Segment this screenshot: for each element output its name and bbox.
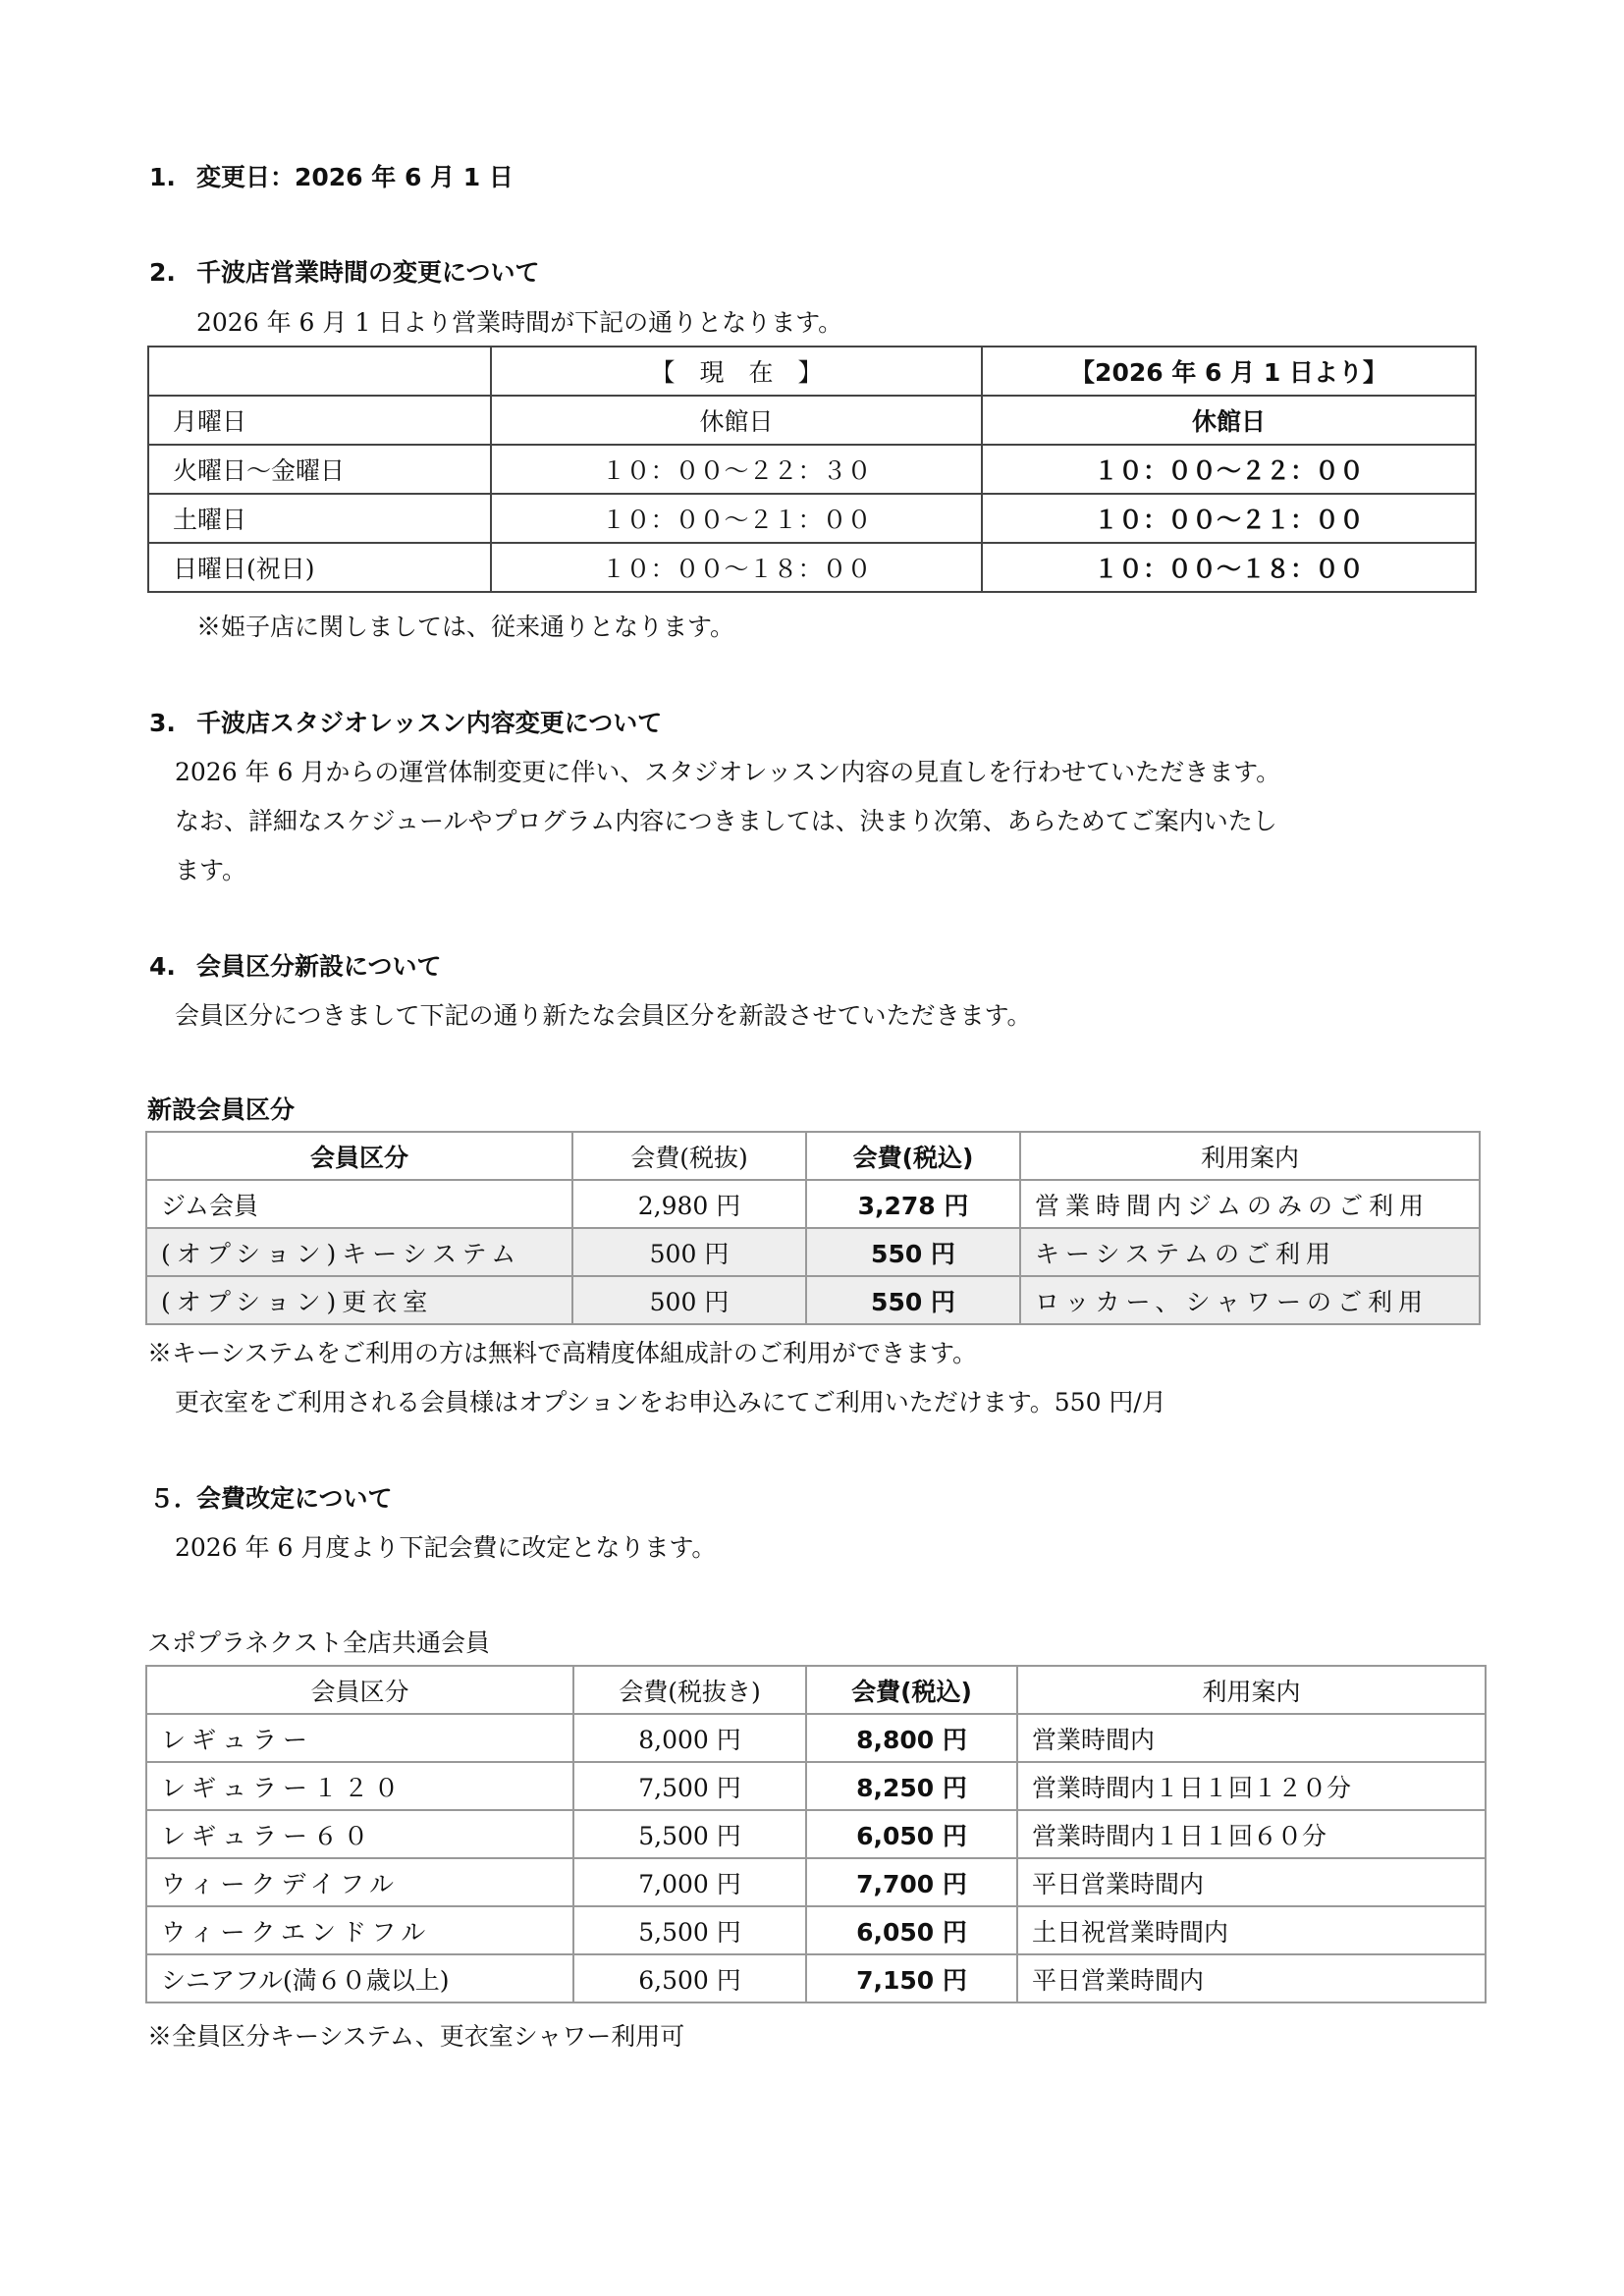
section-3-line: 2026 年 6 月からの運営体制変更に伴い、スタジオレッスン内容の見直しを行わせていただきます。 (175, 758, 1281, 786)
table-header-row (148, 347, 1476, 396)
fee-incl-tax-cell: 3,278 円 (806, 1180, 1020, 1228)
new-hours-cell: １０：００～１８：００ (982, 543, 1476, 592)
section-number: ５． (149, 1484, 199, 1513)
fee-excl-tax-cell: 7,000 円 (573, 1858, 806, 1906)
new-hours-cell: 休館日 (982, 396, 1476, 445)
membership-type-cell: レギュラー６０ (146, 1810, 573, 1858)
fee-incl-tax-cell: 8,250 円 (806, 1762, 1017, 1810)
section-4-heading (149, 952, 442, 982)
table-row (146, 1762, 1486, 1810)
table-row (148, 445, 1476, 494)
section-3-heading (149, 709, 662, 738)
fee-incl-tax-cell: 8,800 円 (806, 1714, 1017, 1762)
usage-info-cell: ロッカー、シャワーのご利用 (1020, 1276, 1480, 1324)
usage-info-cell: 営業時間内１日１回６０分 (1017, 1810, 1486, 1858)
membership-type-cell: ジム会員 (146, 1180, 572, 1228)
header-cell-current: 【 現 在 】 (491, 347, 982, 396)
membership-type-cell: ウィークエンドフル (146, 1906, 573, 1954)
header-cell (148, 347, 491, 396)
table-row (146, 1954, 1486, 2002)
fee-incl-tax-cell: 6,050 円 (806, 1906, 1017, 1954)
table-row (146, 1906, 1486, 1954)
table-row (146, 1228, 1480, 1276)
header-cell: 利用案内 (1017, 1666, 1486, 1714)
table-row (146, 1858, 1486, 1906)
table-row (146, 1810, 1486, 1858)
header-cell: 会費(税抜) (572, 1132, 806, 1180)
table-header-row (146, 1132, 1480, 1180)
day-cell: 土曜日 (148, 494, 491, 543)
new-membership-table-title: 新設会員区分 (147, 1095, 296, 1124)
section-4-note: ※キーシステムをご利用の方は無料で高精度体組成計のご利用ができます。 (147, 1339, 978, 1367)
section-4-intro: 会員区分につきまして下記の通り新たな会員区分を新設させていただきます。 (175, 1001, 1032, 1030)
fee-excl-tax-cell: 500 円 (572, 1228, 806, 1276)
usage-info-cell: 平日営業時間内 (1017, 1858, 1486, 1906)
fee-excl-tax-cell: 500 円 (572, 1276, 806, 1324)
fee-excl-tax-cell: 5,500 円 (573, 1810, 806, 1858)
day-cell: 日曜日(祝日) (148, 543, 491, 592)
section-3-line: なお、詳細なスケジュールやプログラム内容につきましては、決まり次第、あらためてご案内いたし (175, 807, 1277, 835)
section-4-note: 更衣室をご利用される会員様はオプションをお申込みにてご利用いただけます。550 円/月 (175, 1388, 1166, 1416)
usage-info-cell: 営業時間内 (1017, 1714, 1486, 1762)
header-cell: 会費(税込) (806, 1132, 1020, 1180)
current-hours-cell: 休館日 (491, 396, 982, 445)
table-row (148, 494, 1476, 543)
usage-info-cell: 営業時間内ジムのみのご利用 (1020, 1180, 1480, 1228)
fee-excl-tax-cell: 7,500 円 (573, 1762, 806, 1810)
header-cell: 会員区分 (146, 1132, 572, 1180)
section-5-intro: 2026 年 6 月度より下記会費に改定となります。 (175, 1533, 717, 1562)
section-number: 3. (149, 709, 176, 737)
section-5-note: ※全員区分キーシステム、更衣室シャワー利用可 (147, 2022, 685, 2051)
header-cell: 会員区分 (146, 1666, 573, 1714)
fee-incl-tax-cell: 6,050 円 (806, 1810, 1017, 1858)
section-3-line: ます。 (175, 856, 247, 884)
header-cell: 会費(税込) (806, 1666, 1017, 1714)
membership-type-cell: (オプション)更衣室 (146, 1276, 572, 1324)
section-title: 会員区分新設について (196, 952, 442, 981)
fee-excl-tax-cell: 6,500 円 (573, 1954, 806, 2002)
common-membership-table-title: スポプラネクスト全店共通会員 (147, 1629, 491, 1657)
header-cell: 会費(税抜き) (573, 1666, 806, 1714)
table-row (148, 396, 1476, 445)
section-number: 2. (149, 258, 176, 287)
usage-info-cell: 平日営業時間内 (1017, 1954, 1486, 2002)
table-header-row (146, 1666, 1486, 1714)
membership-type-cell: レギュラー１２０ (146, 1762, 573, 1810)
fee-incl-tax-cell: 7,150 円 (806, 1954, 1017, 2002)
header-cell-new: 【2026 年 6 月 1 日より】 (982, 347, 1476, 396)
membership-type-cell: ウィークデイフル (146, 1858, 573, 1906)
current-hours-cell: １０：００～１８：００ (491, 543, 982, 592)
section-2-note: ※姫子店に関しましては、従来通りとなります。 (196, 613, 735, 641)
table-row (146, 1276, 1480, 1324)
usage-info-cell: 営業時間内１日１回１２０分 (1017, 1762, 1486, 1810)
fee-incl-tax-cell: 550 円 (806, 1228, 1020, 1276)
section-number: 1. (149, 163, 176, 191)
section-5-heading (149, 1484, 393, 1514)
membership-type-cell: レギュラー (146, 1714, 573, 1762)
day-cell: 火曜日～金曜日 (148, 445, 491, 494)
section-2-intro: 2026 年 6 月 1 日より営業時間が下記の通りとなります。 (196, 308, 843, 337)
section-1-heading (149, 163, 514, 192)
membership-type-cell: シニアフル(満６０歳以上) (146, 1954, 573, 2002)
membership-type-cell: (オプション)キーシステム (146, 1228, 572, 1276)
new-membership-table (145, 1131, 1481, 1325)
new-hours-cell: １０：００～２２：００ (982, 445, 1476, 494)
fee-excl-tax-cell: 8,000 円 (573, 1714, 806, 1762)
section-number: 4. (149, 952, 176, 981)
fee-incl-tax-cell: 7,700 円 (806, 1858, 1017, 1906)
usage-info-cell: 土日祝営業時間内 (1017, 1906, 1486, 1954)
day-cell: 月曜日 (148, 396, 491, 445)
table-row (146, 1180, 1480, 1228)
current-hours-cell: １０：００～２２：３０ (491, 445, 982, 494)
section-title: 千波店営業時間の変更について (196, 258, 540, 287)
section-title: 会費改定について (196, 1484, 393, 1513)
common-membership-table (145, 1665, 1487, 2003)
section-title: 千波店スタジオレッスン内容変更について (196, 709, 663, 737)
section-title: 変更日：2026 年 6 月 1 日 (196, 163, 514, 191)
header-cell: 利用案内 (1020, 1132, 1480, 1180)
current-hours-cell: １０：００～２１：００ (491, 494, 982, 543)
fee-excl-tax-cell: 2,980 円 (572, 1180, 806, 1228)
table-row (146, 1714, 1486, 1762)
new-hours-cell: １０：００～２１：００ (982, 494, 1476, 543)
usage-info-cell: キーシステムのご利用 (1020, 1228, 1480, 1276)
table-row (148, 543, 1476, 592)
fee-excl-tax-cell: 5,500 円 (573, 1906, 806, 1954)
business-hours-table (147, 346, 1477, 593)
fee-incl-tax-cell: 550 円 (806, 1276, 1020, 1324)
section-2-heading (149, 258, 540, 288)
